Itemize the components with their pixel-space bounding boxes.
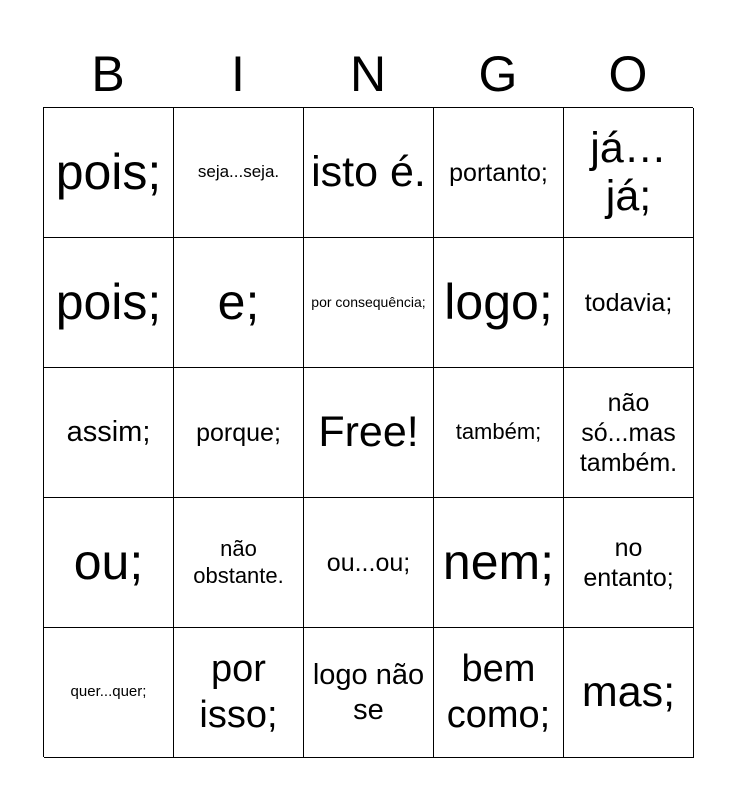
bingo-cell-r4-c2[interactable] [304,628,434,758]
cell-text: ou...ou; [326,548,411,577]
bingo-cell-r0-c3[interactable] [434,108,564,238]
cell-text: isto é. [311,147,426,196]
cell-text: por isso; [199,647,278,736]
bingo-header [43,40,693,108]
cell-text: porque; [196,418,281,447]
bingo-cell-r0-c4[interactable] [564,108,694,238]
cell-text: logo não se [312,658,425,726]
cell-text: por consequência; [311,294,426,310]
cell-text: portanto; [449,158,548,187]
cell-text: todavia; [584,288,673,317]
cell-text: mas; [581,667,676,716]
bingo-cell-r4-c4[interactable] [564,628,694,758]
bingo-cell-r3-c3[interactable] [434,498,564,628]
cell-text: nem; [442,534,555,590]
cell-text: seja...seja. [197,162,280,182]
bingo-cell-r4-c1[interactable] [174,628,304,758]
bingo-cell-r2-c3[interactable] [434,368,564,498]
bingo-cell-r2-c0[interactable] [44,368,174,498]
cell-text: já… já; [590,124,667,220]
header-letter-n: N [349,46,387,102]
bingo-cell-r2-c4[interactable] [564,368,694,498]
cell-text: bem como; [446,647,551,736]
bingo-cell-r3-c1[interactable] [174,498,304,628]
cell-text: e; [217,274,260,330]
bingo-cell-r0-c0[interactable] [44,108,174,238]
bingo-cell-r1-c3[interactable] [434,238,564,368]
bingo-cell-r2-c2[interactable] [304,368,434,498]
bingo-board [43,107,693,757]
bingo-cell-r4-c3[interactable] [434,628,564,758]
header-letter-b: B [91,46,125,102]
bingo-cell-r0-c1[interactable] [174,108,304,238]
free-space: Free! [318,407,419,456]
bingo-cell-r1-c0[interactable] [44,238,174,368]
bingo-cell-r3-c2[interactable] [304,498,434,628]
bingo-cell-r1-c4[interactable] [564,238,694,368]
header-letter-i: I [231,46,245,102]
cell-text: não só...mas também. [579,388,678,477]
cell-text: logo; [444,274,553,330]
bingo-cell-r3-c0[interactable] [44,498,174,628]
cell-text: pois; [55,144,162,200]
cell-text: ou; [73,534,144,590]
cell-text: pois; [55,274,162,330]
cell-text: também; [455,419,542,445]
bingo-cell-r2-c1[interactable] [174,368,304,498]
cell-text: assim; [66,416,151,449]
bingo-cell-r1-c2[interactable] [304,238,434,368]
cell-text: no entanto; [583,533,674,592]
cell-text: não obstante. [193,536,284,588]
bingo-cell-r1-c1[interactable] [174,238,304,368]
bingo-cell-r4-c0[interactable] [44,628,174,758]
bingo-cell-r3-c4[interactable] [564,498,694,628]
bingo-cell-r0-c2[interactable] [304,108,434,238]
header-letter-o: O [608,46,648,102]
cell-text: quer...quer; [70,683,147,701]
header-letter-g: G [478,46,518,102]
